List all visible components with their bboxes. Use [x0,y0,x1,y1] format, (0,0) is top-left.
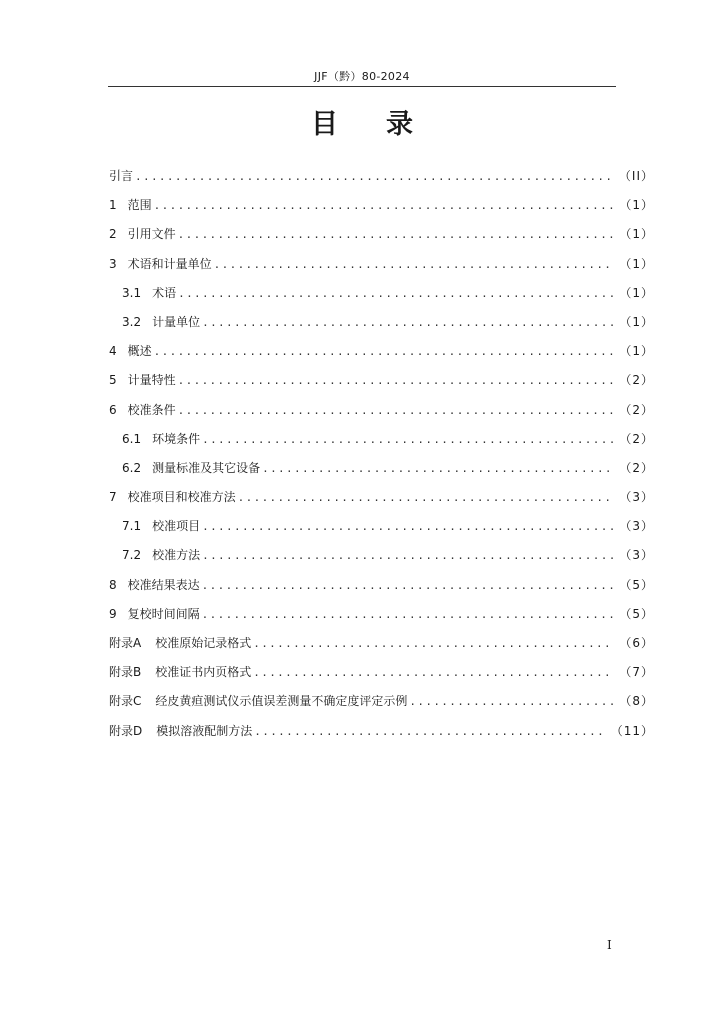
toc-entry[interactable] [109,370,654,399]
toc-label: 计量单位 [152,314,201,329]
toc-number: 7.1 [122,519,142,534]
toc-entry[interactable] [109,166,654,195]
toc-appendix-entry[interactable] [109,662,654,691]
toc-subentry[interactable] [109,458,654,487]
toc-subentry[interactable] [109,429,654,458]
toc-page: （2） [619,373,654,388]
toc-page: （1） [619,227,654,242]
toc-leader [178,284,613,304]
toc-number: 7.2 [122,548,142,563]
toc-page: （2） [619,402,654,417]
toc-number: 4 [109,344,117,359]
toc-number: 3 [109,256,117,271]
toc-entry[interactable] [109,575,654,604]
toc-page: （6） [619,636,654,650]
toc-leader [202,430,613,450]
toc-page: （2） [619,431,654,446]
toc-number: 8 [109,577,117,592]
toc-page: （3） [619,548,654,563]
toc-label: 校准证书内页格式 [155,665,252,680]
toc-label: 校准条件 [127,402,176,417]
toc-number: 7 [109,490,117,505]
toc-entry[interactable] [109,487,654,516]
toc-leader [202,546,613,566]
toc-number: 6 [109,402,117,417]
toc-subentry[interactable] [109,283,654,312]
toc-leader [253,634,613,654]
toc-entry[interactable] [109,254,654,283]
toc-page: （1） [619,344,654,359]
toc-label: 引用文件 [127,227,176,242]
toc-page: （2） [619,460,654,475]
toc-label: 校准原始记录格式 [155,636,252,650]
toc-appendix-entry[interactable] [109,721,654,750]
toc-number: 6.2 [122,460,142,475]
page-number: I [607,938,612,952]
document-code: JJF（黔）80-2024 [314,70,410,83]
toc-number: 1 [109,198,117,213]
toc-number: 9 [109,606,117,621]
toc-page: （7） [619,665,654,680]
toc-label: 校准项目 [152,519,201,534]
toc-label: 测量标准及其它设备 [152,460,261,475]
title-char-1: 目 [311,109,338,140]
toc-leader [202,517,613,537]
toc-page: （8） [619,694,654,709]
toc-number: 5 [109,373,117,388]
toc-leader [202,313,613,333]
title-char-2: 录 [386,109,413,140]
toc-label: 概述 [127,344,152,359]
toc-label: 计量特性 [127,373,176,388]
toc-number: 6.1 [122,431,142,446]
toc-label: 范围 [127,198,152,213]
toc-appendix-entry[interactable] [109,633,654,662]
toc-label: 校准项目和校准方法 [127,490,236,505]
toc-leader [135,167,613,187]
toc-number: 附录B [109,665,142,680]
table-of-contents [109,166,654,750]
toc-number: 3.2 [122,314,142,329]
toc-leader [409,692,613,712]
toc-entry[interactable] [109,400,654,429]
toc-page: （3） [619,519,654,534]
toc-page: （1） [619,285,654,300]
toc-page: （II） [618,169,654,183]
toc-page: （5） [619,606,654,621]
toc-page: （1） [619,198,654,213]
toc-page: （5） [619,577,654,592]
toc-label: 校准结果表达 [127,577,200,592]
toc-label: 复校时间间隔 [127,606,200,621]
toc-leader [154,196,614,216]
toc-subentry[interactable] [109,312,654,341]
toc-leader [178,401,614,421]
toc-leader [214,255,614,275]
toc-entry[interactable] [109,341,654,370]
toc-page: （1） [619,314,654,329]
toc-entry[interactable] [109,604,654,633]
toc-number: 附录D [109,723,143,738]
toc-number: 附录C [109,694,142,709]
toc-subentry[interactable] [109,516,654,545]
toc-leader [202,576,614,596]
toc-page: （1） [619,256,654,271]
page-title [0,102,724,141]
toc-entry[interactable] [109,224,654,253]
toc-page: （3） [619,490,654,505]
toc-label: 环境条件 [152,431,201,446]
toc-label: 术语和计量单位 [127,256,212,271]
toc-leader [154,342,614,362]
toc-label: 经皮黄疸测试仪示值误差测量不确定度评定示例 [155,694,408,709]
toc-leader [178,371,614,391]
toc-leader [202,605,614,625]
toc-subentry[interactable] [109,545,654,574]
header-rule [108,86,616,87]
toc-label: 模拟溶液配制方法 [156,723,253,738]
toc-leader [178,225,614,245]
toc-entry[interactable] [109,195,654,224]
toc-leader [238,488,614,508]
toc-number: 3.1 [122,285,142,300]
toc-number: 2 [109,227,117,242]
toc-label: 引言 [109,169,134,183]
toc-label: 校准方法 [152,548,201,563]
toc-leader [253,663,613,683]
toc-leader [262,459,613,479]
toc-appendix-entry[interactable] [109,691,654,720]
toc-label: 术语 [152,285,177,300]
toc-leader [254,722,604,742]
toc-page: （11） [610,723,654,738]
toc-number: 附录A [109,636,142,650]
